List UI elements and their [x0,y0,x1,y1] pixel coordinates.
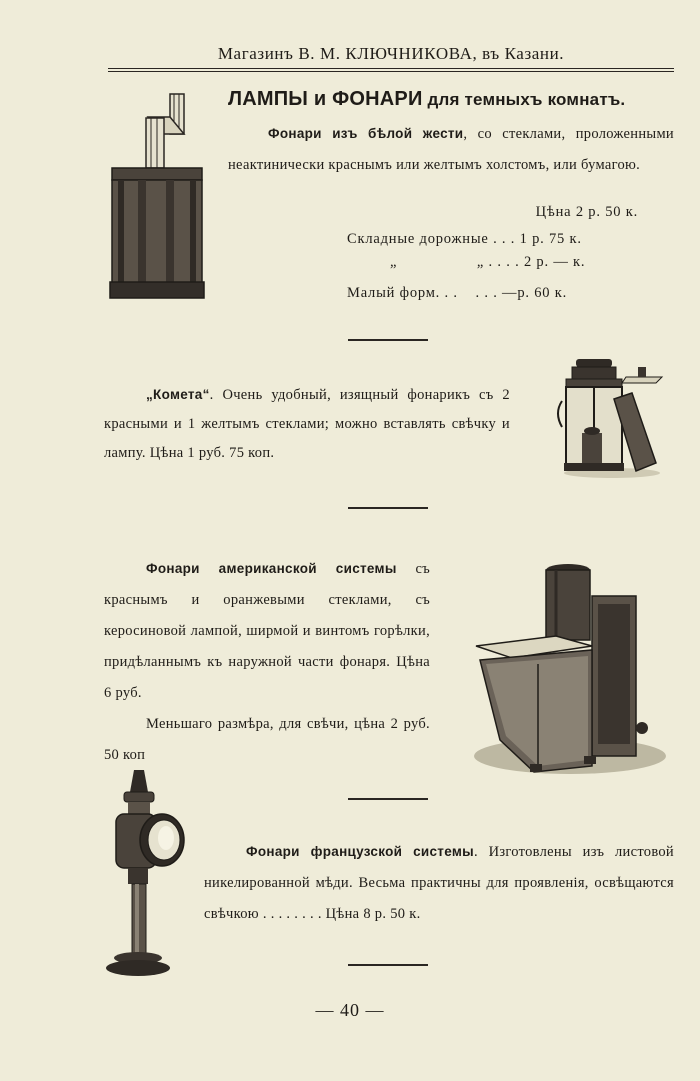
price-folding: Складные дорожные . . . 1 р. 75 к. [347,231,582,247]
title-main: ЛАМПЫ и ФОНАРИ [228,88,423,110]
section-tin-lanterns [228,118,674,181]
section-divider [348,339,428,341]
kometa-lantern-illustration [552,355,664,480]
section-kometa [104,380,510,468]
section-tin-lanterns-text [228,118,674,181]
header-rule [108,68,674,72]
section-tin-lanterns-body: , со стеклами, проложенными неактинически краснымъ или желтымъ холстомъ, или бумагою. [228,126,674,173]
section-french-text [204,836,674,930]
section-french-lead: Фонари французской системы [246,844,474,859]
section-tin-lanterns-lead: Фонари изъ бѣлой жести [268,126,464,141]
french-lantern-illustration [104,768,190,980]
section-kometa-lead: „Комета“ [146,387,210,402]
section-american-small: Меньшаго размѣра, для свѣчи, цѣна 2 руб. 50 коп [104,716,430,763]
title-sub: для темныхъ комнатъ. [422,90,626,109]
price-main: Цѣна 2 р. 50 к. [535,204,638,220]
section-american-text [104,553,430,709]
page-title [228,88,625,111]
american-lantern-illustration [460,560,666,782]
section-kometa-text [104,380,510,468]
section-french [204,836,674,930]
section-american-body: съ краснымъ и оранжевыми стеклами, съ керосиновой лампой, ширмой и винтомъ горѣлки, придѣланнымъ къ наружной части фонаря. Цѣна 6 руб. [104,561,430,701]
page-number: — 40 — [315,1000,385,1020]
section-american-lead: Фонари американской системы [146,561,397,576]
section-divider [348,507,428,509]
section-kometa-body: . Очень удобный, изящный фонарикъ съ 2 красными и 1 желтымъ стеклами; можно вставлять свѣчку и лампу. Цѣна 1 руб. 75 коп. [104,387,510,461]
section-french-body: . Изготовлены изъ листовой никелированной мѣди. Весьма практичны для проявленія, освѣщаются свѣчкою . . . . . . . . Цѣна 8 р. 50 к. [204,844,674,922]
page-header: Магазинъ В. М. КЛЮЧНИКОВА, въ Казани. [217,44,565,63]
section-american [104,553,430,771]
price-small-format: Малый форм. . . . . . —р. 60 к. [347,285,568,301]
tin-lantern-illustration [108,92,206,302]
price-folding-alt: „ „ . . . . 2 р. — к. [390,254,586,270]
section-divider [348,798,428,800]
section-divider [348,964,428,966]
